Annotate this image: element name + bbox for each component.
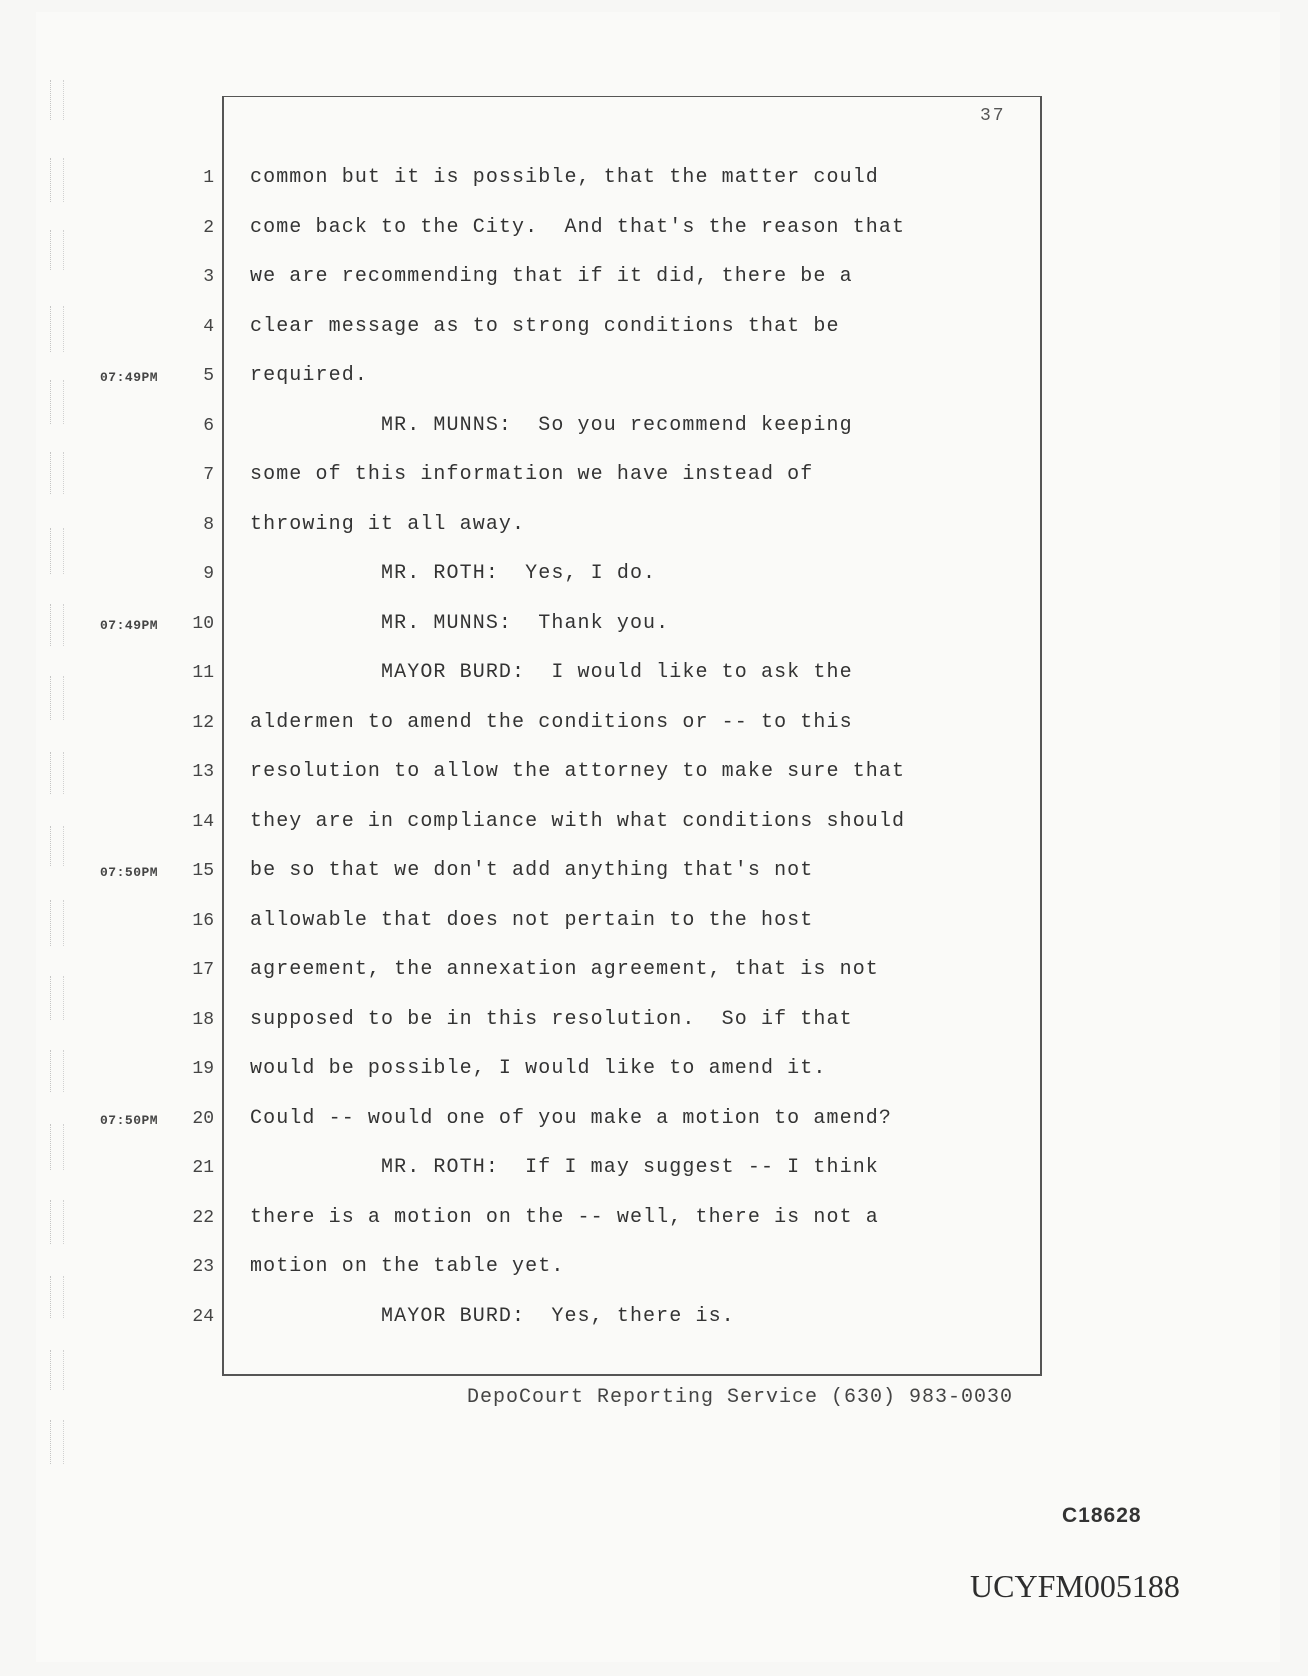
line-timestamp: 07:49PM [100, 617, 159, 633]
transcript-frame [222, 96, 1042, 1376]
binding-mark [50, 976, 64, 1020]
transcript-line: common but it is possible, that the matter could [250, 166, 879, 189]
line-number: 6 [203, 415, 214, 436]
binding-mark [50, 1350, 64, 1390]
line-number: 17 [192, 960, 214, 980]
line-number: 9 [203, 564, 214, 584]
binding-mark [50, 380, 64, 424]
line-number: 1 [203, 168, 214, 188]
line-number: 15 [192, 861, 214, 881]
binding-mark [50, 80, 64, 120]
line-number: 23 [192, 1257, 214, 1277]
line-number: 10 [192, 613, 214, 634]
binding-mark [50, 230, 64, 270]
line-number: 14 [192, 811, 214, 832]
line-number: 18 [192, 1009, 214, 1030]
transcript-line: clear message as to strong conditions that be [250, 314, 840, 338]
transcript-line: agreement, the annexation agreement, that is not [250, 958, 879, 981]
binding-mark [50, 676, 64, 720]
binding-mark [50, 306, 64, 352]
binding-mark [50, 752, 64, 794]
binding-mark [50, 604, 64, 646]
transcript-line: we are recommending that if it did, there be a [250, 265, 853, 288]
line-number: 21 [192, 1158, 214, 1178]
line-number: 19 [192, 1059, 214, 1079]
line-number: 20 [192, 1108, 214, 1129]
bates-number: UCYFM005188 [970, 1568, 1180, 1604]
binding-mark [50, 826, 64, 866]
transcript-line: there is a motion on the -- well, there is not a [250, 1205, 879, 1229]
transcript-line: MAYOR BURD: Yes, there is. [250, 1304, 735, 1328]
line-number: 22 [192, 1207, 214, 1228]
line-number: 4 [203, 316, 214, 337]
binding-mark [50, 1124, 64, 1170]
transcript-line: some of this information we have instead of [250, 463, 814, 486]
line-timestamp: 07:50PM [100, 1112, 159, 1128]
line-number: 16 [192, 910, 214, 931]
binding-mark [50, 1276, 64, 1318]
transcript-line: MR. ROTH: Yes, I do. [250, 562, 657, 585]
line-number: 24 [192, 1306, 214, 1327]
transcript-line: Could -- would one of you make a motion to amend? [250, 1106, 892, 1130]
line-number: 5 [203, 366, 214, 386]
transcript-line: MR. ROTH: If I may suggest -- I think [250, 1156, 879, 1179]
binding-mark [50, 1200, 64, 1244]
transcript-line: allowable that does not pertain to the host [250, 908, 814, 932]
line-number: 3 [203, 267, 214, 287]
transcript-line: aldermen to amend the conditions or -- to this [250, 710, 853, 734]
page-number: 37 [980, 106, 1006, 126]
binding-mark [50, 900, 64, 946]
line-number: 12 [192, 712, 214, 733]
transcript-line: throwing it all away. [250, 512, 526, 536]
transcript-line: come back to the City. And that's the reason that [250, 215, 906, 239]
reporter-footer: DepoCourt Reporting Service (630) 983-0030 [466, 1386, 1014, 1409]
line-number: 7 [203, 465, 214, 485]
transcript-line: motion on the table yet. [250, 1255, 565, 1278]
binding-mark [50, 158, 64, 202]
binding-edge [44, 80, 70, 1480]
binding-mark [50, 1420, 64, 1464]
transcript-line: be so that we don't add anything that's not [250, 859, 814, 882]
line-timestamp: 07:50PM [100, 865, 159, 880]
line-number: 11 [192, 663, 214, 683]
line-timestamp: 07:49PM [100, 370, 159, 385]
transcript-line: MR. MUNNS: So you recommend keeping [250, 413, 853, 437]
transcript-line: they are in compliance with what conditions should [250, 809, 906, 833]
transcript-line: MR. MUNNS: Thank you. [250, 611, 670, 635]
bates-control-number: C18628 [1062, 1504, 1142, 1527]
binding-mark [50, 452, 64, 494]
transcript-line: would be possible, I would like to amend it. [250, 1057, 827, 1080]
line-number: 2 [203, 217, 214, 238]
binding-mark [50, 1050, 64, 1092]
transcript-line: resolution to allow the attorney to make sure that [250, 760, 906, 783]
transcript-line: supposed to be in this resolution. So if that [250, 1007, 853, 1031]
line-number: 8 [203, 514, 214, 535]
transcript-line: MAYOR BURD: I would like to ask the [250, 661, 853, 684]
binding-mark [50, 528, 64, 574]
line-number: 13 [192, 762, 214, 782]
transcript-line: required. [250, 364, 368, 387]
